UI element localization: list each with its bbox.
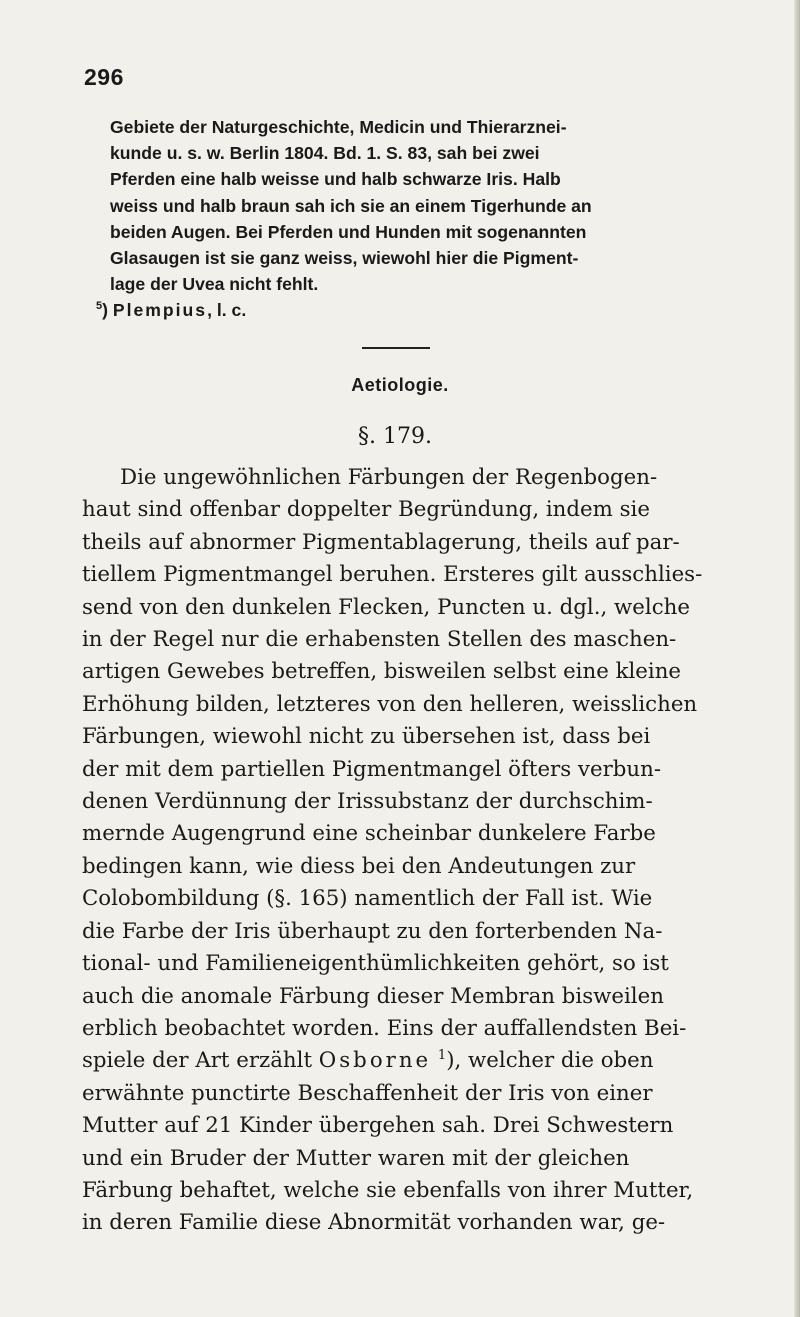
body-line: Färbung behaftet, welche sie ebenfalls von ihrer Mutter, (82, 1177, 694, 1203)
body-line: send von den dunkelen Flecken, Puncten u. dgl., welche (82, 594, 690, 620)
body-line-osborne (82, 1045, 762, 1077)
footnote-line: Glasaugen ist sie ganz weiss, wiewohl hier die Pigment- (110, 248, 579, 269)
body-line: Mutter auf 21 Kinder übergehen sah. Drei Schwestern (82, 1113, 674, 1139)
body-line: erwähnte punctirte Beschaffenheit der Iris von einer (82, 1080, 653, 1106)
body-line: Die ungewöhnlichen Färbungen der Regenbogen- (120, 465, 658, 490)
footnote-line: weiss und halb braun sah ich sie an einem Tigerhunde an (110, 195, 592, 216)
footnote-line: Gebiete der Naturgeschichte, Medicin und Thierarznei- (110, 117, 567, 137)
body-line: Colobombildung (§. 165) namentlich der Fall ist. Wie (82, 886, 653, 912)
body-line: in der Regel nur die erhabensten Stellen des maschen- (82, 627, 677, 653)
body-line: Färbungen, wiewohl nicht zu übersehen ist, dass bei (82, 724, 651, 750)
body-line: artigen Gewebes betreffen, bisweilen selbst eine kleine (82, 659, 682, 685)
footnote-line: Pferden eine halb weisse und halb schwarze Iris. Halb (110, 169, 561, 190)
body-line: theils auf abnormer Pigmentablagerung, theils auf par- (82, 529, 680, 555)
body-line: tiellem Pigmentmangel beruhen. Ersteres gilt ausschlies- (82, 562, 703, 588)
osborne-after: ), welcher die oben (446, 1048, 654, 1074)
body-line: denen Verdünnung der Irissubstanz der durchschim- (82, 789, 653, 815)
body-line: und ein Bruder der Mutter waren mit der gleichen (82, 1145, 630, 1171)
body-line: Erhöhung bilden, letzteres von den helleren, weisslichen (82, 691, 698, 717)
body-line: die Farbe der Iris überhaupt zu den forterbenden Na- (82, 918, 663, 944)
body-line: haut sind offenbar doppelter Begründung, indem sie (82, 497, 650, 523)
page-edge-shadow (794, 0, 800, 1317)
body-line: der mit dem partiellen Pigmentmangel öfters verbun- (82, 756, 662, 782)
separator-rule (362, 347, 430, 349)
osborne-before: spiele der Art erzählt (82, 1048, 319, 1074)
footnote-marker: 5 (96, 300, 103, 313)
body-line: tional- und Familieneigenthümlichkeiten gehört, so ist (82, 951, 669, 977)
footnote-5: $^5$) Plempius, l. c. (96, 300, 247, 321)
body-line: erblich beobachtet worden. Eins der auffallendsten Bei- (82, 1015, 687, 1041)
body-line: in deren Familie diese Abnormität vorhanden war, ge- (82, 1210, 666, 1236)
footnote-author: Plempius (112, 300, 208, 321)
footnotes (96, 114, 746, 324)
footnote-line: kunde u. s. w. Berlin 1804. Bd. 1. S. 83, sah bei zwei (110, 143, 540, 164)
page-number: 296 (84, 64, 124, 90)
body-line: bedingen kann, wie diess bei den Andeutungen zur (82, 853, 636, 879)
body-line: auch die anomale Färbung dieser Membran bisweilen (82, 983, 664, 1009)
body-text (82, 462, 762, 1240)
footnote-line: beiden Augen. Bei Pferden und Hunden mit sogenannten (110, 221, 587, 242)
paragraph-number: §. 179. (358, 424, 432, 449)
footnote-ref: 1 (437, 1048, 447, 1064)
section-heading: Aetiologie. (351, 375, 449, 395)
footnote-citation: , l. c. (207, 300, 247, 321)
author-osborne: Osborne (318, 1048, 432, 1074)
body-line: mernde Augengrund eine scheinbar dunkelere Farbe (82, 821, 656, 847)
footnote-line: lage der Uvea nicht fehlt. (110, 274, 319, 295)
